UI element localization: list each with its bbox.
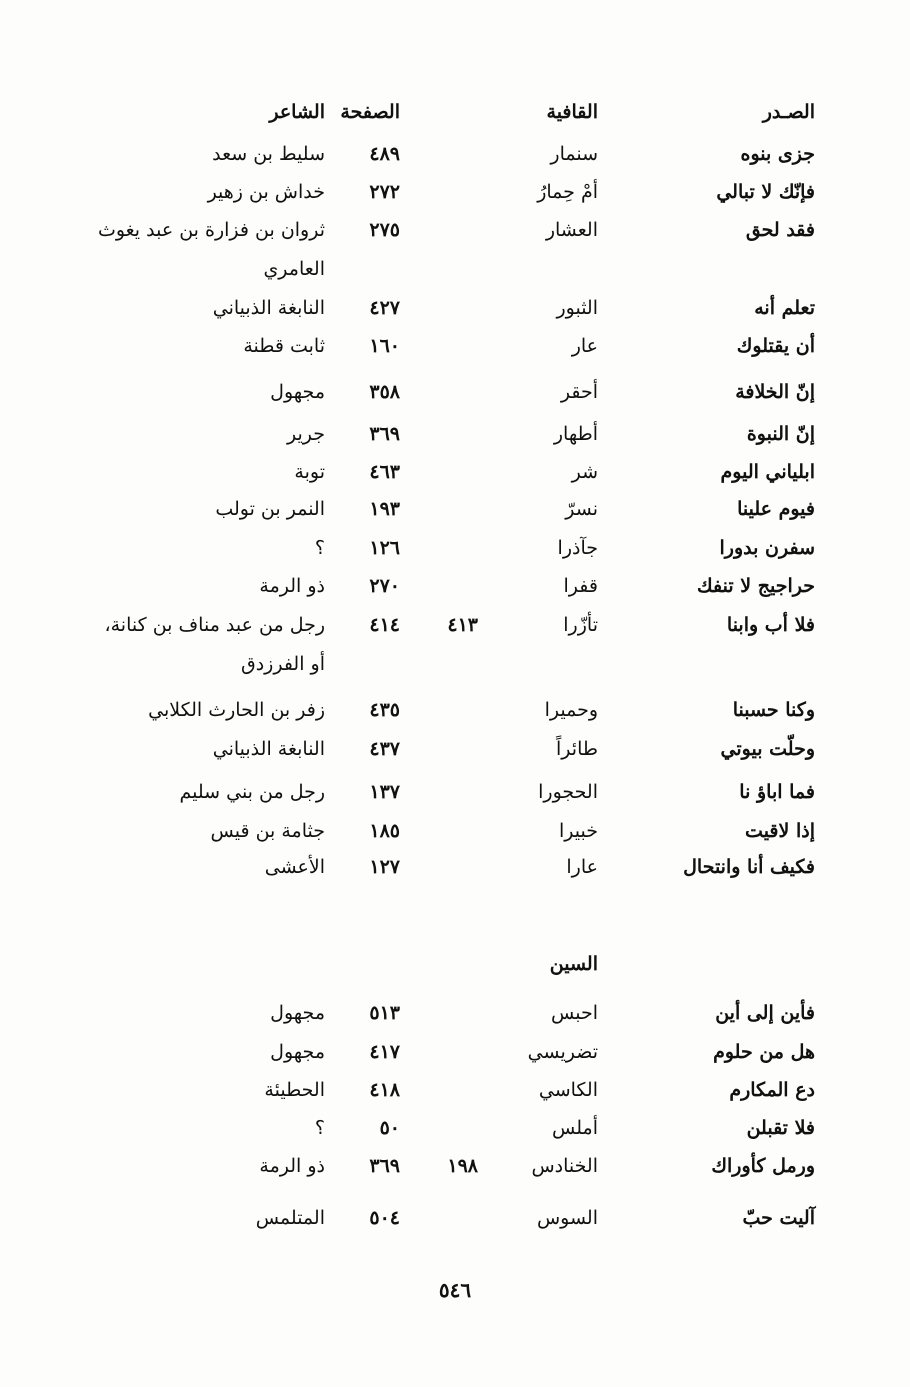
- cell-page: ٣٦٩: [369, 423, 400, 445]
- cell-sadr: حراجيج لا تنفك: [697, 575, 815, 597]
- cell-sadr: فما اباؤ نا: [739, 781, 815, 803]
- cell-poet: توبة: [294, 461, 325, 483]
- cell-sadr: فقد لحق: [745, 219, 815, 241]
- cell-page: ٢٧٥: [369, 219, 400, 241]
- cell-page: ٤٢٧: [369, 297, 400, 319]
- cell-qafia: نسرّ: [565, 498, 598, 520]
- page-number: ٥٤٦: [438, 1278, 472, 1302]
- cell-qafia: الحجورا: [538, 781, 598, 803]
- cell-qafia: طائراً: [556, 738, 598, 760]
- cell-poet: سليط بن سعد: [212, 143, 325, 165]
- cell-page: ٤١٧: [369, 1041, 400, 1063]
- cell-poet: مجهول: [270, 1002, 325, 1024]
- cell-page: ١٢٧: [369, 856, 400, 878]
- cell-page: ٤١٨: [369, 1079, 400, 1101]
- cell-qafia: تضريسي: [527, 1041, 598, 1063]
- cell-sadr: إنّ الخلافة: [735, 381, 815, 403]
- header-page: الصفحة: [340, 101, 400, 123]
- cell-poet: خداش بن زهير: [207, 181, 325, 203]
- cell-poet: رجل من عبد مناف بن كنانة،: [104, 614, 325, 636]
- cell-poet: ذو الرمة: [259, 1155, 325, 1177]
- cell-qafia: قفرا: [563, 575, 598, 597]
- cell-sadr: ابلياني اليوم: [720, 461, 815, 483]
- cell-sadr: وحلّت بيوتي: [720, 738, 815, 760]
- cell-poet-continuation: أو الفرزدق: [240, 653, 325, 675]
- cell-page: ٥١٣: [369, 1002, 400, 1024]
- cell-poet: ؟: [314, 1117, 325, 1139]
- cell-qafia: تأزّرا: [563, 614, 598, 636]
- cell-poet-continuation: العامري: [263, 258, 325, 280]
- cell-page: ٤٣٧: [369, 738, 400, 760]
- cell-sadr: آليت حبّ: [742, 1207, 815, 1229]
- cell-poet: الأعشى: [264, 856, 325, 878]
- cell-poet: النابغة الذبياني: [212, 738, 325, 760]
- cell-sadr: فأين إلى أين: [715, 1002, 815, 1024]
- cell-page: ٥٠: [379, 1117, 400, 1139]
- cell-extra-page: ٤١٣: [447, 614, 478, 636]
- cell-page: ٤٨٩: [369, 143, 400, 165]
- cell-qafia: الكاسي: [538, 1079, 598, 1101]
- cell-page: ١٩٣: [369, 498, 400, 520]
- cell-poet: مجهول: [270, 381, 325, 403]
- cell-poet: ثابت قطنة: [243, 335, 325, 357]
- cell-sadr: هل من حلوم: [713, 1041, 815, 1063]
- cell-sadr: ورمل كأوراك: [711, 1155, 815, 1177]
- cell-page: ٣٥٨: [369, 381, 400, 403]
- section-title: السين: [549, 953, 598, 975]
- cell-qafia: شر: [571, 461, 598, 483]
- cell-page: ٥٠٤: [369, 1207, 400, 1229]
- cell-poet: النابغة الذبياني: [212, 297, 325, 319]
- cell-sadr: فلا أب وابنا: [726, 614, 815, 636]
- cell-page: ١٦٠: [369, 335, 400, 357]
- cell-sadr: إذا لاقيت: [745, 820, 815, 842]
- cell-page: ٣٦٩: [369, 1155, 400, 1177]
- cell-sadr: أن يقتلوك: [736, 335, 815, 357]
- cell-poet: النمر بن تولب: [215, 498, 325, 520]
- cell-poet: رجل من بني سليم: [179, 781, 325, 803]
- cell-qafia: وحميرا: [544, 699, 598, 721]
- cell-page: ٤٦٣: [369, 461, 400, 483]
- cell-qafia: احبس: [551, 1002, 598, 1024]
- cell-page: ١٨٥: [369, 820, 400, 842]
- cell-sadr: فإنّك لا تبالي: [716, 181, 815, 203]
- header-qafia: القافية: [546, 101, 598, 123]
- cell-qafia: السوس: [536, 1207, 598, 1229]
- cell-poet: جثامة بن قيس: [210, 820, 325, 842]
- cell-sadr: إنّ النبوة: [746, 423, 815, 445]
- cell-sadr: سفرن بدورا: [719, 537, 815, 559]
- cell-extra-page: ١٩٨: [447, 1155, 478, 1177]
- cell-poet: مجهول: [270, 1041, 325, 1063]
- cell-qafia: الثبور: [556, 297, 598, 319]
- cell-poet: زفر بن الحارث الكلابي: [148, 699, 325, 721]
- cell-sadr: فلا تقبلن: [746, 1117, 815, 1139]
- cell-qafia: أطهار: [553, 423, 598, 445]
- cell-sadr: دع المكارم: [729, 1079, 815, 1101]
- cell-page: ٤١٤: [369, 614, 400, 636]
- cell-sadr: جزى بنوه: [740, 143, 815, 165]
- cell-qafia: عار: [571, 335, 598, 357]
- cell-qafia: أمْ حِمارُ: [537, 181, 598, 203]
- cell-qafia: سنمار: [550, 143, 598, 165]
- cell-sadr: فيوم علينا: [737, 498, 815, 520]
- cell-poet: ثروان بن فزارة بن عبد يغوث: [97, 219, 325, 241]
- cell-poet: ذو الرمة: [259, 575, 325, 597]
- cell-poet: ؟: [314, 537, 325, 559]
- cell-qafia: خبيرا: [559, 820, 598, 842]
- header-sadr: الصـدر: [762, 101, 815, 123]
- cell-sadr: وكنا حسبنا: [732, 699, 815, 721]
- cell-poet: الحطيئة: [264, 1079, 325, 1101]
- cell-qafia: جآذرا: [557, 537, 598, 559]
- cell-page: ٢٧٠: [369, 575, 400, 597]
- cell-poet: المتلمس: [255, 1207, 325, 1229]
- cell-sadr: تعلم أنه: [754, 297, 815, 319]
- cell-page: ١٢٦: [369, 537, 400, 559]
- cell-page: ٤٣٥: [369, 699, 400, 721]
- cell-qafia: عارا: [566, 856, 598, 878]
- cell-poet: جرير: [287, 423, 325, 445]
- cell-page: ١٣٧: [369, 781, 400, 803]
- cell-sadr: فكيف أنا وانتحال: [683, 856, 815, 878]
- header-poet: الشاعر: [269, 101, 325, 123]
- cell-qafia: أحقر: [560, 381, 598, 403]
- cell-page: ٢٧٢: [369, 181, 400, 203]
- cell-qafia: أملس: [552, 1117, 598, 1139]
- cell-qafia: الخنادس: [531, 1155, 598, 1177]
- cell-qafia: العشار: [545, 219, 598, 241]
